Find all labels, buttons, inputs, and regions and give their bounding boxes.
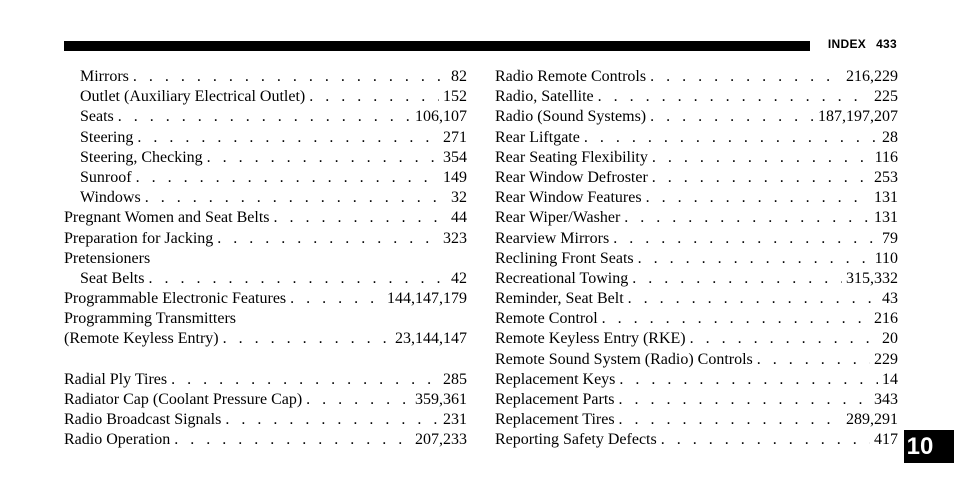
index-entry — [64, 269, 467, 289]
index-entry-label: Rear Liftgate — [495, 128, 580, 146]
index-spacer — [64, 350, 467, 370]
dot-leader — [274, 208, 448, 228]
section-title: INDEX — [827, 37, 867, 51]
dot-leader — [306, 390, 411, 410]
index-entry-label: Outlet (Auxiliary Electrical Outlet) — [80, 88, 306, 106]
index-entry-label: Sunroof — [80, 168, 132, 186]
dot-leader — [584, 128, 878, 148]
dot-leader — [118, 107, 411, 127]
index-entry-label: Replacement Tires — [495, 411, 615, 429]
index-entry — [495, 188, 898, 208]
index-entry-pages: 110 — [874, 249, 898, 267]
index-entry-label: Replacement Keys — [495, 370, 616, 388]
index-entry-pages: 144,147,179 — [387, 290, 467, 308]
header-rule — [64, 41, 810, 51]
index-entry-pages: 289,291 — [846, 411, 898, 429]
dot-leader — [148, 269, 447, 289]
index-entry — [495, 249, 898, 269]
index-entry — [495, 168, 898, 188]
dot-leader — [613, 229, 878, 249]
index-entry-pages: 131 — [874, 209, 898, 227]
index-entry-pages: 315,332 — [846, 269, 898, 287]
index-entry — [495, 329, 898, 349]
index-entry-pages: 23,144,147 — [395, 330, 467, 348]
index-entry — [64, 168, 467, 188]
index-entry-label: Remote Keyless Entry (RKE) — [495, 330, 686, 348]
index-entry-label: Pretensioners — [64, 249, 151, 267]
index-entry-label: Replacement Parts — [495, 391, 615, 408]
index-entry — [64, 289, 467, 309]
dot-leader — [650, 67, 842, 87]
index-column-left — [64, 67, 467, 451]
dot-leader — [628, 289, 878, 309]
index-entry-pages: 82 — [451, 68, 467, 85]
dot-leader — [223, 329, 391, 349]
index-entry-label: Pregnant Women and Seat Belts — [64, 209, 270, 227]
index-entry-label: Rear Seating Flexibility — [495, 148, 648, 166]
dot-leader — [646, 188, 870, 208]
index-entry — [495, 107, 898, 127]
dot-leader — [632, 269, 842, 289]
index-entry — [495, 390, 898, 410]
index-entry-label: Seats — [80, 108, 114, 126]
index-column-right — [495, 67, 898, 451]
index-entry — [64, 208, 467, 228]
index-entry-label: Seat Belts — [80, 269, 145, 287]
index-entry-pages: 285 — [443, 370, 467, 388]
index-entry — [495, 128, 898, 148]
index-entry — [64, 329, 467, 349]
index-entry-label: Radio Broadcast Signals — [64, 411, 222, 429]
index-entry — [495, 410, 898, 430]
index-entry — [495, 148, 898, 168]
index-entry-label: Remote Sound System (Radio) Controls — [495, 350, 753, 368]
chapter-tab — [904, 430, 954, 463]
index-entry-pages: 187,197,207 — [818, 108, 898, 126]
index-entry-pages: 253 — [874, 168, 898, 186]
index-entry-label: Rearview Mirrors — [495, 229, 610, 247]
index-entry-label: Rear Window Features — [495, 189, 642, 207]
index-entry — [495, 229, 898, 249]
index-entry-label: Steering, Checking — [80, 148, 203, 166]
dot-leader — [602, 309, 870, 329]
index-entry-label: Radio Operation — [64, 431, 171, 449]
dot-leader — [619, 370, 878, 390]
dot-leader — [638, 249, 871, 269]
index-entry-label: Radial Ply Tires — [64, 370, 168, 388]
index-entry — [64, 107, 467, 127]
index-entry-label: Preparation for Jacking — [64, 229, 214, 247]
dot-leader — [757, 350, 870, 370]
dot-leader — [207, 148, 439, 168]
dot-leader — [136, 168, 439, 188]
index-entry-label: (Remote Keyless Entry) — [64, 330, 219, 348]
dot-leader — [598, 87, 870, 107]
index-entry-label: Reminder, Seat Belt — [495, 290, 624, 308]
index-entry-pages: 271 — [443, 128, 467, 146]
index-entry — [64, 229, 467, 249]
index-entry-pages: 32 — [451, 189, 467, 207]
index-entry-pages: 131 — [874, 189, 898, 207]
dot-leader — [690, 329, 878, 349]
index-entry-pages: 216 — [874, 310, 898, 328]
index-entry-pages: 152 — [443, 88, 467, 106]
dot-leader — [619, 390, 870, 410]
index-entry — [64, 148, 467, 168]
index-entry-pages: 229 — [874, 350, 898, 368]
dot-leader — [650, 107, 814, 127]
index-entry-pages: 43 — [882, 290, 898, 308]
dot-leader — [137, 128, 439, 148]
dot-leader — [619, 410, 842, 430]
index-entry-pages: 207,233 — [415, 431, 467, 449]
index-entry-pages: 28 — [882, 128, 898, 146]
index-entry — [64, 188, 467, 208]
index-entry-pages: 323 — [443, 229, 467, 247]
running-header — [828, 37, 897, 51]
dot-leader — [225, 410, 439, 430]
index-entry-label: Reporting Safety Defects — [495, 431, 657, 449]
index-entry-label: Windows — [80, 189, 141, 207]
dot-leader — [217, 229, 439, 249]
index-entry-label: Reclining Front Seats — [495, 249, 634, 267]
index-entry-label: Radiator Cap (Coolant Pressure Cap) — [64, 391, 303, 408]
index-entry — [64, 430, 467, 450]
index-entry-pages: 44 — [451, 209, 467, 227]
index-entry — [495, 350, 898, 370]
index-entry-pages: 343 — [874, 391, 898, 408]
index-entry — [64, 390, 467, 410]
dot-leader — [290, 289, 383, 309]
index-entry — [64, 370, 467, 390]
index-entry-label: Programmable Electronic Features — [64, 290, 287, 308]
index-entry-pages: 20 — [882, 330, 898, 348]
index-entry — [64, 249, 467, 269]
dot-leader — [652, 148, 871, 168]
index-entry-pages: 225 — [874, 88, 898, 106]
index-entry-label: Mirrors — [80, 68, 129, 85]
index-entry-label: Radio Remote Controls — [495, 68, 647, 85]
index-entry-label: Remote Control — [495, 310, 598, 328]
index-entry-pages: 216,229 — [846, 68, 898, 85]
index-entry — [495, 430, 898, 450]
index-entry-label: Radio, Satellite — [495, 88, 594, 106]
index-entry — [495, 67, 898, 87]
index-entry — [495, 309, 898, 329]
index-entry — [64, 410, 467, 430]
dot-leader — [652, 168, 870, 188]
index-entry-pages: 116 — [874, 148, 898, 166]
dot-leader — [133, 67, 447, 87]
index-entry-pages: 354 — [443, 148, 467, 166]
index-entry-label: Rear Wiper/Washer — [495, 209, 621, 227]
index-entry — [64, 309, 467, 329]
index-entry — [495, 87, 898, 107]
index-entry-pages: 106,107 — [415, 108, 467, 126]
dot-leader — [309, 87, 439, 107]
index-entry-label: Recreational Towing — [495, 269, 629, 287]
index-entry — [64, 67, 467, 87]
index-entry-pages: 359,361 — [415, 391, 467, 408]
dot-leader — [624, 208, 870, 228]
index-entry-pages: 149 — [443, 168, 467, 186]
index-entry-pages: 14 — [882, 370, 898, 388]
dot-leader — [174, 430, 411, 450]
index-entry — [64, 128, 467, 148]
dot-leader — [171, 370, 439, 390]
dot-leader — [661, 430, 870, 450]
index-entry-label: Programming Transmitters — [64, 310, 237, 328]
index-entry — [64, 87, 467, 107]
index-entry — [495, 370, 898, 390]
index-entry — [495, 289, 898, 309]
index-entry — [495, 208, 898, 228]
dot-leader — [145, 188, 447, 208]
index-entry-pages: 231 — [443, 411, 467, 429]
index-entry — [495, 269, 898, 289]
index-entry-pages: 417 — [874, 431, 898, 449]
index-entry-label: Radio (Sound Systems) — [495, 108, 647, 126]
chapter-tab-number: 10 — [906, 433, 934, 460]
index-entry-label: Rear Window Defroster — [495, 168, 648, 186]
index-entry-pages: 79 — [882, 229, 898, 247]
index-entry-pages: 42 — [451, 269, 467, 287]
index-entry-label: Steering — [80, 128, 134, 146]
page-number: 433 — [876, 37, 897, 51]
